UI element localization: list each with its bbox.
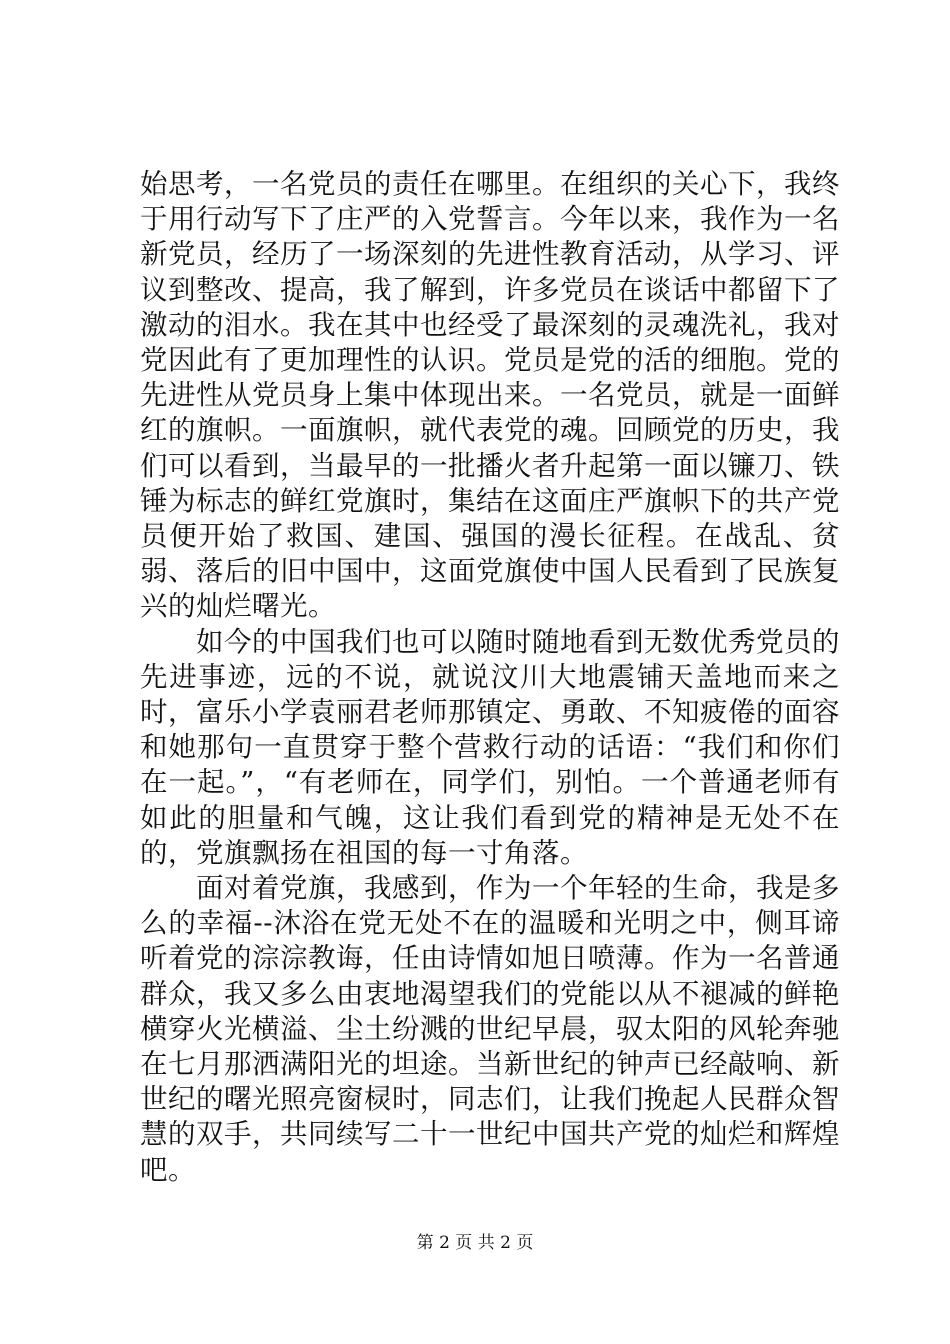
paragraph-3: 面对着党旗，我感到，作为一个年轻的生命，我是多么的幸福--沐浴在党无处不在的温暖和光明之中，侧耳谛听着党的淙淙教诲，任由诗情如旭日喷薄。作为一名普通群众，我又多么由衷地渴望我们的党能以从不褪减的鲜艳横穿火光横溢、尘土纷溅的世纪早晨，驭太阳的风轮奔驰在七月那洒满阳光的坦途。当新世纪的钟声已经敲响、新世纪的曙光照亮窗棂时，同志们，让我们挽起人民群众智慧的双手，共同续写二十一世纪中国共产党的灿烂和辉煌吧。 (140, 872, 840, 1186)
document-body (140, 167, 840, 1188)
page-footer: 第 2 页 共 2 页 (416, 1233, 534, 1253)
paragraph-1: 始思考，一名党员的责任在哪里。在组织的关心下，我终于用行动写下了庄严的入党誓言。今年以来，我作为一名新党员，经历了一场深刻的先进性教育活动，从学习、评议到整改、提高，我了解到，许多党员在谈话中都留下了激动的泪水。我在其中也经受了最深刻的灵魂洗礼，我对党因此有了更加理性的认识。党员是党的活的细胞。党的先进性从党员身上集中体现出来。一名党员，就是一面鲜红的旗帜。一面旗帜，就代表党的魂。回顾党的历史，我们可以看到，当最早的一批播火者升起第一面以镰刀、铁锤为标志的鲜红党旗时，集结在这面庄严旗帜下的共产党员便开始了救国、建国、强国的漫长征程。在战乱、贫弱、落后的旧中国中，这面党旗使中国人民看到了民族复兴的灿烂曙光。 (140, 168, 840, 623)
paragraph-2: 如今的中国我们也可以随时随地看到无数优秀党员的先进事迹，远的不说，就说汶川大地震铺天盖地而来之时，富乐小学袁丽君老师那镇定、勇敢、不知疲倦的面容和她那句一直贯穿于整个营救行动的话语：“我们和你们在一起。”，“有老师在，同学们，别怕。一个普通老师有如此的胆量和气魄，这让我们看到党的精神是无处不在的，党旗飘扬在祖国的每一寸角落。 (140, 625, 840, 869)
